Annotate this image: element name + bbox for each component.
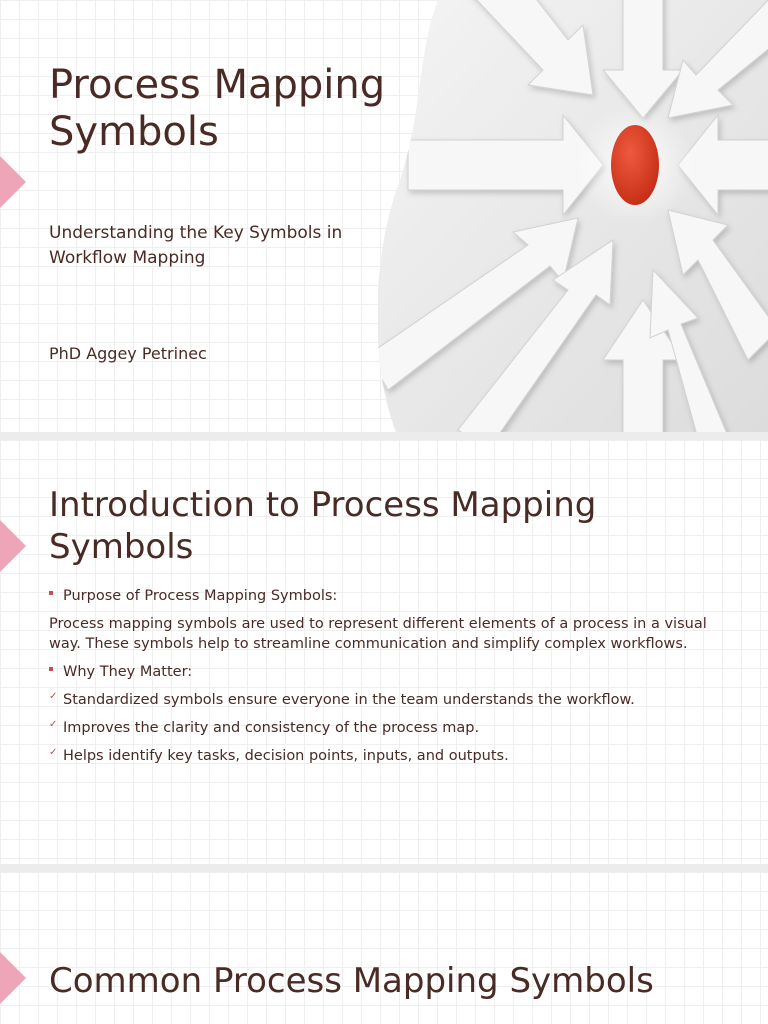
bullet-text: Purpose of Process Mapping Symbols:: [63, 588, 338, 604]
deck-title: Process Mapping Symbols: [49, 62, 386, 155]
converging-arrows-image: [378, 0, 768, 432]
slide-content: [49, 586, 709, 774]
author-name: PhD Aggey Petrinec: [49, 344, 207, 363]
bullet-item: [49, 662, 709, 682]
check-text: Helps identify key tasks, decision points, inputs, and outputs.: [63, 748, 509, 764]
check-text: Improves the clarity and consistency of the process map.: [63, 720, 480, 736]
check-item: [49, 690, 709, 710]
check-item: [49, 718, 709, 738]
slide-marker: [0, 952, 26, 1004]
slide-title: Common Process Mapping Symbols: [49, 961, 654, 1001]
slide-marker: [0, 520, 26, 572]
paragraph-text: Process mapping symbols are used to represent different elements of a process in a visual way. These symbols help to streamline communication and simplify complex workflows.: [49, 616, 707, 652]
title-slide: [0, 0, 768, 432]
red-focus-dot: [611, 125, 659, 205]
checkmark-icon: ✓: [49, 719, 58, 730]
slide-title: Introduction to Process Mapping Symbols: [49, 485, 597, 567]
deck-subtitle: Understanding the Key Symbols in Workflow Mapping: [49, 223, 343, 268]
bullet-text: Why They Matter:: [63, 664, 193, 680]
check-text: Standardized symbols ensure everyone in the team understands the workflow.: [63, 692, 635, 708]
square-bullet-icon: [49, 591, 53, 595]
slide-marker: [0, 156, 26, 208]
introduction-slide: [0, 440, 768, 864]
common-symbols-slide: [0, 872, 768, 1024]
checkmark-icon: ✓: [49, 691, 58, 702]
bullet-item: [49, 586, 709, 606]
check-item: [49, 746, 709, 766]
checkmark-icon: ✓: [49, 747, 58, 758]
square-bullet-icon: [49, 667, 53, 671]
